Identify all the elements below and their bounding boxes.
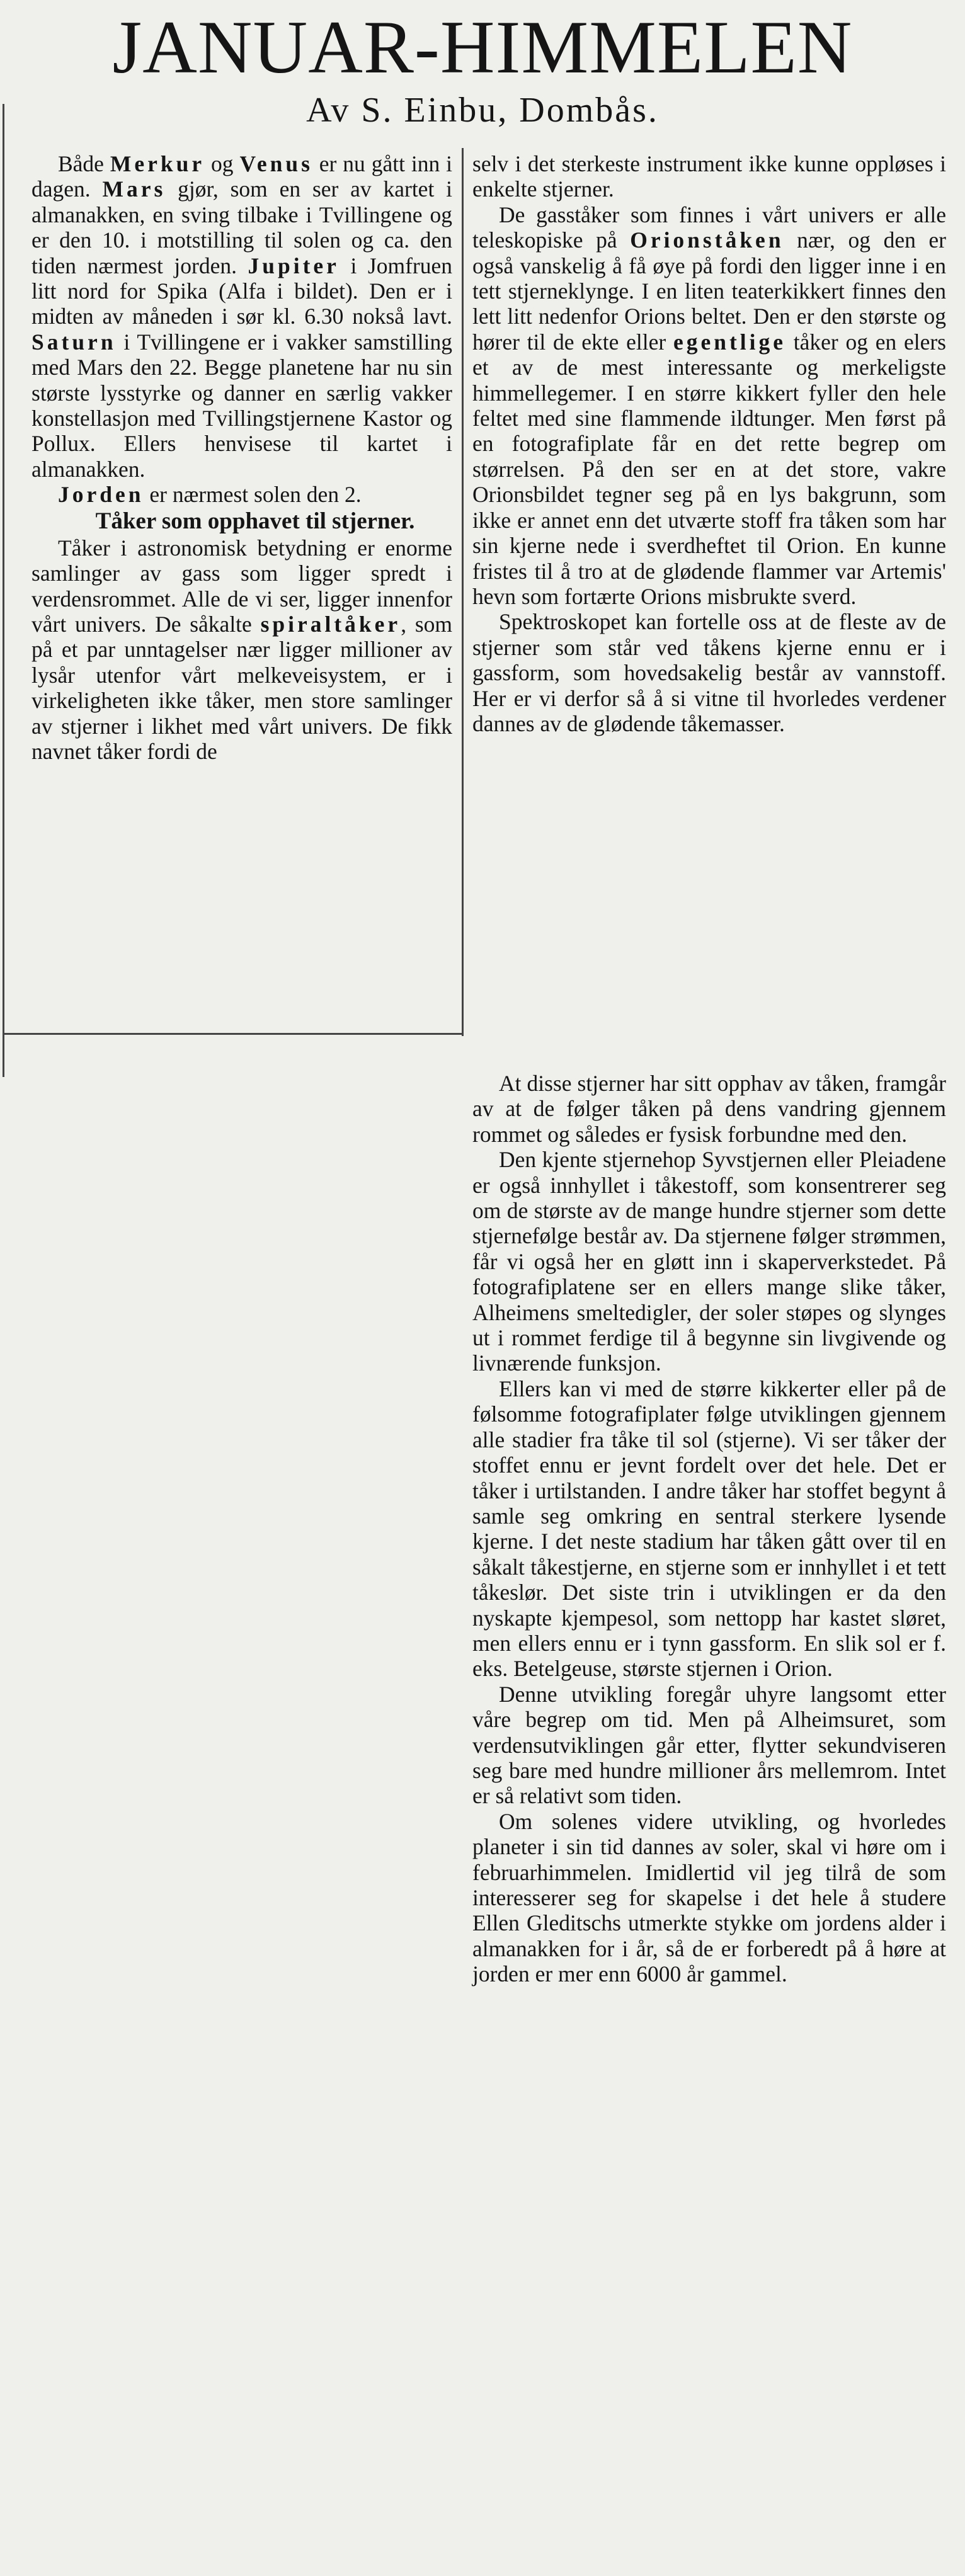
column-divider-rule — [462, 148, 464, 1036]
paragraph: Ellers kan vi med de større kikkerter eller på de følsomme fotografiplater følge utviklingen gjennem alle stadier fra tåke til sol (stjerne). Vi ser tåker der stoffet ennu er jevnt fordelt over det hele. Det er tåker i urtilstanden. I andre tåker har stoffet begynt å samle seg omkring en sentral sterkere lysende kjerne. I det neste stadium har tåken gått over til en såkalt tåkestjerne, en stjerne som er innhyllet i et tett tåkeslør. Det siste trin i utviklingen er da den nyskapte kjempesol, som nettopp har kastet sløret, men ellers ennu er i tynn gassform. En slik sol er f. eks. Betelgeuse, største stjernen i Orion. — [472, 1376, 946, 1682]
emphasized-term: spiraltåker — [260, 611, 401, 637]
left-border-rule — [3, 104, 4, 1077]
emphasized-term: egentlige — [673, 329, 787, 355]
planet-name: Jupiter — [248, 253, 340, 278]
paragraph: Tåker i astronomisk betydning er enorme samlinger av gass som ligger spredt i verdensrommet. Alle de vi ser, ligger innenfor vårt univers. De såkalte spiraltåker, som på et par unntagelser nær ligger millioner av lysår utenfor vårt melkeveisystem, er i virkeligheten ikke tåker, men store samlinger av stjerner i likhet med vårt univers. De fikk navnet tåker fordi de — [31, 535, 452, 764]
paragraph: Både Merkur og Venus er nu gått inn i dagen. Mars gjør, som en ser av kartet i almanakken, en sving tilbake i Tvillingene og er den 10. i motstilling til solen og ca. den tiden nærmest jorden. Jupiter i Jomfruen litt nord for Spika (Alfa i bildet). Den er i midten av måneden i sør kl. 6.30 nokså lavt. Saturn i Tvillingene er i vakker samstilling med Mars den 22. Begge planetene har nu sin største lysstyrke og danner en særlig vakker konstellasjon med Tvillingstjernene Kastor og Pollux. Ellers henvisese til kartet i almanakken. — [31, 151, 452, 482]
article-column-1 — [31, 151, 452, 1020]
paragraph: Spektroskopet kan fortelle oss at de fleste av de stjerner som står ved tåkens kjerne ennu er i gassform, som hovedsakelig består av vannstoff. Her er vi derfor så å si vitne til hvorledes verdener dannes av de glødende tåkemasser. — [472, 609, 946, 736]
emphasized-term: Orionståken — [630, 227, 784, 253]
paragraph: Om solenes videre utvikling, og hvorledes planeter i sin tid dannes av soler, skal vi høre om i februarhimmelen. Imidlertid vil jeg tilrå de som interesserer seg for skapelse i det hele å studere Ellen Gleditschs utmerkte stykke om jordens alder i almanakken for i år, så de er forberedt på å høre at jorden er mer enn 6000 år gammel. — [472, 1808, 946, 1987]
planet-name: Merkur — [110, 151, 205, 176]
paragraph: At disse stjerner har sitt opphav av tåken, framgår av at de følger tåken på dens vandring gjennem rommet og således er fysisk forbundne med den. — [472, 1071, 946, 1147]
article-column-2 — [472, 151, 946, 1064]
article-column-3 — [472, 1071, 946, 2563]
planet-name: Venus — [239, 151, 313, 176]
planet-name: Saturn — [31, 329, 117, 355]
planet-name: Jorden — [58, 482, 144, 508]
column-end-rule — [3, 1033, 464, 1035]
section-subheading: Tåker som opphavet til stjerner. — [95, 508, 415, 534]
planet-name: Mars — [102, 176, 166, 202]
article-byline: Av S. Einbu, Dombås. — [306, 91, 659, 130]
paragraph: De gasståker som finnes i vårt univers er alle teleskopiske på Orionståken nær, og den er også vanskelig å få øye på fordi den ligger inne i en tett stjerneklynge. I en liten teaterkikkert finnes den lett litt nedenfor Orions beltet. Den er den største og hører til de ekte eller egentlige tåker og en elers et av de mest interessante og merkeligste himmellegemer. I en større kikkert fyller den hele feltet med sine flammende ildtunger. Men først på en fotografiplate får en det rette begrep om størrelsen. På den ser en at det store, vakre Orionsbildet tegner seg på en lys bakgrunn, som ikke er annet enn det utværte stoff fra tåken som har sin kjerne nede i sverdheftet til Orion. En kunne fristes til å tro at de glødende flammer var Artemis' hevn som fortærte Orions misbrukte sverd. — [472, 202, 946, 609]
paragraph: Den kjente stjernehop Syvstjernen eller Pleiadene er også innhyllet i tåkestoff, som konsentrerer seg om de største av de mange hundre stjerner som dette stjernefølge består av. Da stjernene følger strømmen, får vi også her en gløtt inn i skaperverkstedet. På fotografiplatene ser en ellers mange slike tåker, Alheimens smeltedigler, der soler støpes og slynges ut i rommet ferdige til å begynne sin livgivende og livnærende funksjon. — [472, 1147, 946, 1376]
paragraph: Jorden er nærmest solen den 2. — [58, 482, 362, 508]
article-title: JANUAR-HIMMELEN — [112, 5, 853, 89]
paragraph: selv i det sterkeste instrument ikke kunne oppløses i enkelte stjerner. — [472, 151, 946, 202]
paragraph: Denne utvikling foregår uhyre langsomt etter våre begrep om tid. Men på Alheimsuret, som verdensutviklingen går etter, flytter sekundviseren seg bare med hundre millioner års mellemrom. Intet er så relativt som tiden. — [472, 1681, 946, 1809]
